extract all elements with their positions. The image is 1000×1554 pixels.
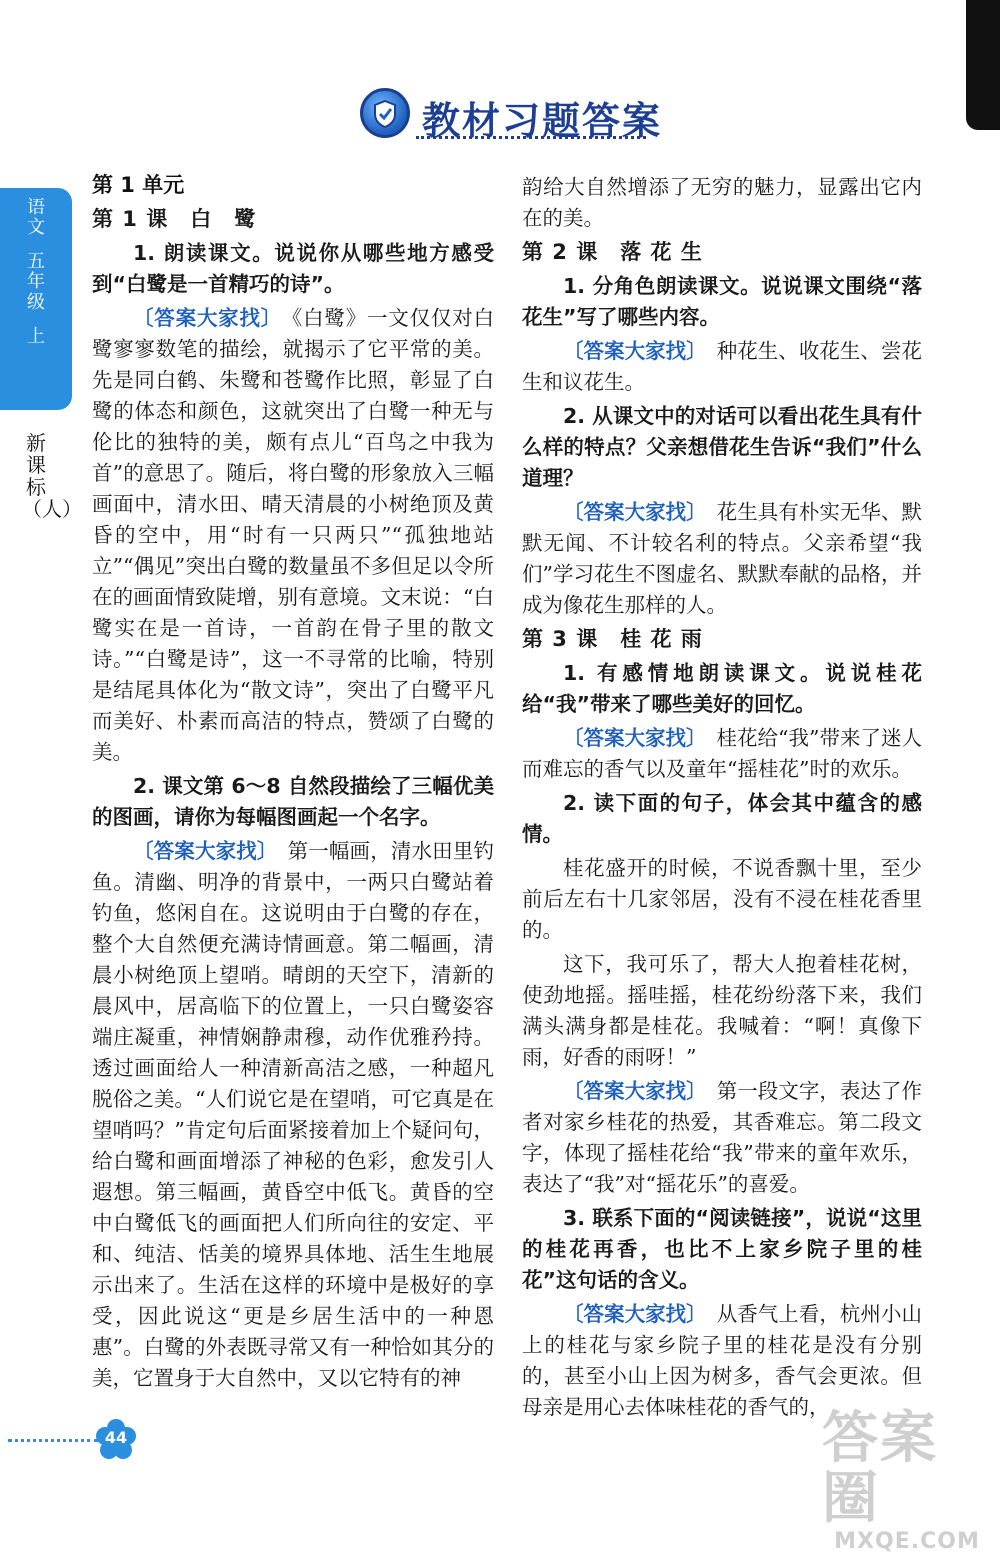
answer-text: 第一段文字，表达了作者对家乡桂花的热爱，其香难忘。第二段文字，体现了摇桂花给“我”带来的童年欢乐，表达了“我”对“摇花乐”的喜爱。 [522, 1079, 922, 1196]
answer-tag: 〔答案大家找〕 [563, 500, 707, 524]
question: 2. 课文第 6～8 自然段描绘了三幅优美的图画，请你为每幅图画起一个名字。 [92, 774, 494, 829]
lesson-title: 第 3 课 桂 花 雨 [522, 627, 703, 651]
answer-paragraph [522, 336, 922, 398]
answer-text: 《白鹭》一文仅仅对白鹭寥寥数笔的描绘，就揭示了它平常的美。先是同白鹤、朱鹭和苍鹭作比照，彰显了白鹭的体态和颜色，这就突出了白鹭一种无与伦比的独特的美，颇有点儿“百鸟之中我为首”的意思了。随后，将白鹭的形象放入三幅画面中，清水田、晴天清晨的小树绝顶及黄昏的空中，用“时有一只两只”“孤独地站立”“偶见”突出白鹭的数量虽不多但足以令所在的画面情致陡增，别有意境。文末说：“白鹭实在是一首诗，一首韵在骨子里的散文诗。”“白鹭是诗”，这一不寻常的比喻，特别是结尾具体化为“散文诗”，突出了白鹭平凡而美好、朴素而高洁的特点，赞颂了白鹭的美。 [92, 306, 494, 764]
answer-tag: 〔答案大家找〕 [563, 1302, 707, 1326]
page-edge-tab [966, 0, 1000, 130]
answer-text: 从香气上看，杭州小山上的桂花与家乡院子里的桂花是没有分别的，甚至小山上因为树多，香气会更浓。但母亲是用心去体味桂花的香气的， [522, 1302, 922, 1419]
side-tab [0, 188, 72, 410]
page-number: 44 [104, 1428, 128, 1447]
question: 2. 读下面的句子，体会其中蕴含的感情。 [522, 791, 922, 846]
question: 1. 有感情地朗读课文。说说桂花给“我”带来了哪些美好的回忆。 [522, 661, 922, 716]
answer-text: 种花生、收花生、尝花生和议花生。 [522, 339, 922, 394]
right-column [522, 172, 922, 1426]
watermark-logo [822, 1406, 992, 1554]
answer-text: 桂花给“我”带来了迷人而难忘的香气以及童年“摇桂花”时的欢乐。 [522, 726, 922, 781]
quoted-sentence: 桂花盛开的时候，不说香飘十里，至少前后左右十几家邻居，没有不浸在桂花香里的。 [522, 856, 922, 942]
question: 1. 朗读课文。说说你从哪些地方感受到“白鹭是一首精巧的诗”。 [92, 241, 494, 296]
answer-tag: 〔答案大家找〕 [133, 306, 283, 330]
lesson-title: 第 1 课 白 鹭 [92, 207, 257, 231]
answer-paragraph [92, 836, 494, 1394]
answer-tag: 〔答案大家找〕 [563, 726, 707, 750]
page-number-badge [94, 1418, 138, 1462]
section-header [360, 88, 663, 143]
side-tab-subject: 语文 [27, 197, 45, 239]
left-column [92, 170, 494, 1397]
watermark-text: 答案圈 [822, 1406, 938, 1531]
footer-dots [8, 1439, 98, 1442]
answer-paragraph [522, 723, 922, 785]
answer-continuation: 韵给大自然增添了无穷的魅力，显露出它内在的美。 [522, 175, 922, 230]
side-series-label: 新课标（人） [22, 431, 82, 521]
answer-paragraph [522, 1299, 922, 1423]
answer-tag: 〔答案大家找〕 [563, 339, 707, 363]
quoted-sentence: 这下，我可乐了，帮大人抱着桂花树，使劲地摇。摇哇摇，桂花纷纷落下来，我们满头满身都是桂花。我喊着：“啊！真像下雨，好香的雨呀！” [522, 952, 922, 1069]
watermark-url: MXQE.COM [834, 1529, 980, 1554]
question: 3. 联系下面的“阅读链接”，说说“这里的桂花再香，也比不上家乡院子里的桂花”这句话的含义。 [522, 1206, 922, 1292]
lesson-title: 第 2 课 落 花 生 [522, 240, 703, 264]
answer-tag: 〔答案大家找〕 [563, 1079, 707, 1103]
page-title: 教材习题答案 [422, 99, 663, 143]
side-tab-term: 上 [27, 325, 45, 347]
answer-text: 花生具有朴实无华、默默无闻、不计较名利的特点。父亲希望“我们”学习花生不图虚名、默默奉献的品格，并成为像花生那样的人。 [522, 500, 922, 617]
title-underline [416, 136, 646, 139]
question: 2. 从课文中的对话可以看出花生具有什么样的特点？父亲想借花生告诉“我们”什么道理？ [522, 404, 922, 490]
unit-heading: 第 1 单元 [92, 173, 185, 197]
answer-paragraph [92, 303, 494, 768]
answer-tag: 〔答案大家找〕 [133, 839, 278, 863]
answer-paragraph [522, 1076, 922, 1200]
shield-check-icon [360, 88, 410, 138]
side-tab-grade: 五年级 [27, 251, 45, 313]
answer-text: 第一幅画，清水田里钓鱼。清幽、明净的背景中，一两只白鹭站着钓鱼，悠闲自在。这说明由于白鹭的存在，整个大自然便充满诗情画意。第二幅画，清晨小树绝顶上望哨。晴朗的天空下，清新的晨风中，居高临下的位置上，一只白鹭姿容端庄凝重，神情娴静肃穆，动作优雅矜持。透过画面给人一种清新高洁之感，一种超凡脱俗之美。“人们说它是在望哨，可它真是在望哨吗？”肯定句后面紧接着加上个疑问句，给白鹭和画面增添了神秘的色彩，愈发引人遐想。第三幅画，黄昏空中低飞。黄昏的空中白鹭低飞的画面把人们所向往的安定、平和、纯洁、恬美的境界具体地、活生生地展示出来了。生活在这样的环境中是极好的享受，因此说这“更是乡居生活中的一种恩惠”。白鹭的外表既寻常又有一种恰如其分的美，它置身于大自然中，又以它特有的神 [92, 839, 494, 1390]
answer-paragraph [522, 497, 922, 621]
question: 1. 分角色朗读课文。说说课文围绕“落花生”写了哪些内容。 [522, 274, 922, 329]
